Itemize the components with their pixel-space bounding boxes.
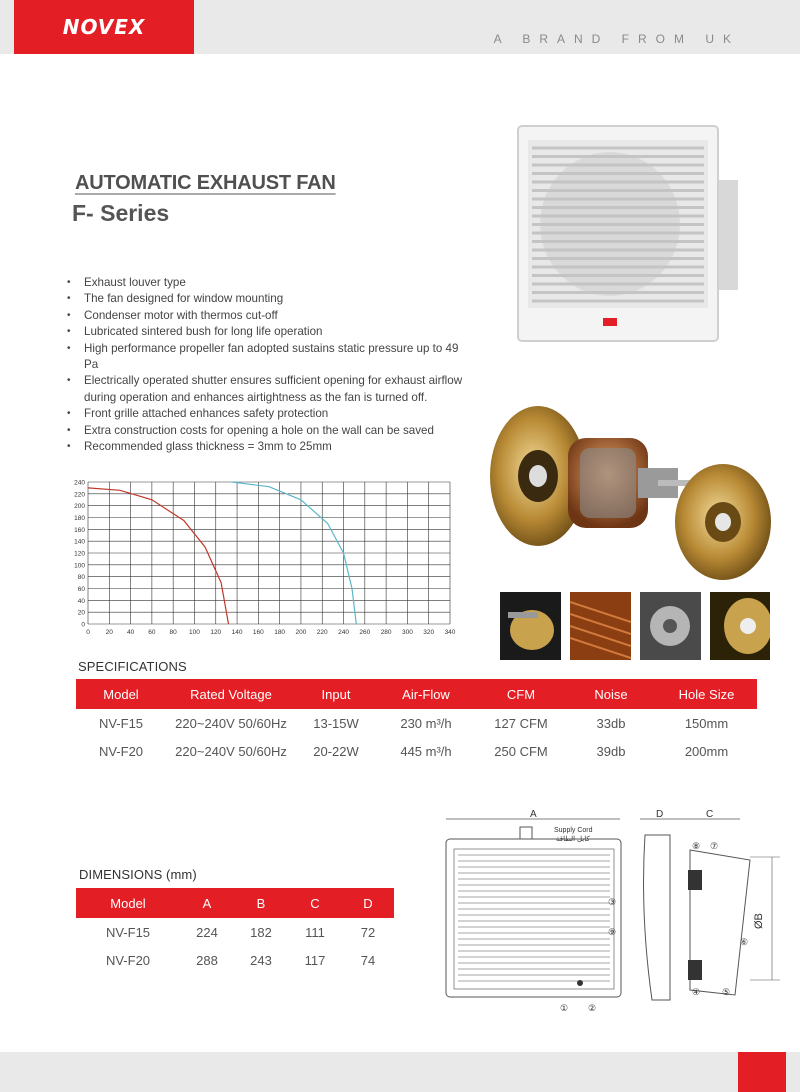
feature-item: • Recommended glass thickness = 3mm to 25mm: [66, 439, 466, 455]
x-tick-label: 300: [401, 629, 413, 636]
table-cell: 220~240V 50/60Hz: [175, 715, 287, 731]
supply-cord-label: Supply Cord: [554, 827, 593, 834]
feature-item: • High performance propeller fan adopted sustains static pressure up to 49 Pa: [66, 341, 466, 374]
column-header: Air-Flow: [376, 679, 476, 709]
table-cell: 72: [360, 924, 376, 940]
y-tick-label: 240: [74, 479, 85, 487]
table-row: [76, 946, 394, 974]
callout-3: ③: [608, 897, 617, 907]
x-tick-label: 200: [295, 629, 307, 636]
x-tick-label: 40: [126, 629, 135, 636]
feature-item: • Extra construction costs for opening a hole on the wall can be saved: [66, 423, 466, 439]
table-cell: NV-F15: [98, 715, 144, 731]
table-cell: 117: [304, 952, 326, 968]
fan-product-image: [500, 120, 750, 350]
table-cell: 39db: [596, 743, 626, 759]
thumbnail-motor-image: [500, 592, 561, 660]
column-header: C: [288, 888, 342, 918]
x-tick-label: 220: [316, 629, 328, 636]
x-tick-label: 120: [210, 629, 222, 636]
table-row: [76, 918, 394, 946]
table-row: [76, 737, 757, 765]
x-tick-label: 140: [231, 629, 243, 636]
table-cell: 230 m³/h: [400, 715, 452, 731]
feature-item: • Front grille attached enhances safety protection: [66, 406, 466, 422]
table-cell: NV-F15: [105, 924, 151, 940]
feature-list: [66, 275, 466, 455]
table-cell: NV-F20: [98, 743, 144, 759]
callout-2: ②: [588, 1003, 597, 1013]
callout-9: ⑨: [608, 927, 617, 937]
table-cell: 445 m³/h: [400, 743, 452, 759]
table-cell: 220~240V 50/60Hz: [175, 743, 287, 759]
table-row: [76, 709, 757, 737]
performance-chart: [70, 476, 460, 640]
x-tick-label: 320: [423, 629, 435, 636]
feature-item: • Lubricated sintered bush for long life operation: [66, 324, 466, 340]
callout-7: ⑦: [710, 841, 719, 851]
table-cell: NV-F20: [105, 952, 151, 968]
callout-1: ①: [560, 1003, 569, 1013]
y-tick-label: 60: [77, 586, 85, 593]
header-bar: [0, 0, 800, 54]
table-cell: 74: [360, 952, 376, 968]
x-tick-label: 100: [189, 629, 200, 636]
callout-4: ④: [692, 987, 701, 997]
feature-item: • Condenser motor with thermos cut-off: [66, 308, 466, 324]
dimensions-table: [76, 888, 394, 974]
product-series: F- Series: [72, 200, 170, 226]
table-cell: 250 CFM: [494, 743, 548, 759]
x-tick-label: 340: [444, 629, 456, 636]
table-cell: 200mm: [684, 743, 729, 759]
table-header-row: [76, 679, 757, 709]
table-cell: 13-15W: [313, 715, 359, 731]
table-cell: 288: [196, 952, 218, 968]
dimension-b-label: ØB: [753, 913, 765, 929]
brand-logo: [14, 0, 194, 54]
thumbnail-copper-coil-image: [570, 592, 631, 660]
column-header: Rated Voltage: [166, 679, 296, 709]
dimensions-title: DIMENSIONS (mm): [79, 867, 197, 882]
y-tick-label: 80: [77, 574, 85, 582]
y-tick-label: 0: [81, 621, 85, 629]
table-cell: 20-22W: [313, 743, 359, 759]
table-cell: 33db: [596, 715, 626, 731]
column-header: Hole Size: [656, 679, 757, 709]
feature-item: • Exhaust louver type: [66, 275, 466, 291]
x-tick-label: 20: [105, 629, 113, 636]
y-tick-label: 200: [74, 503, 85, 511]
table-cell: 150mm: [684, 715, 729, 731]
column-header: B: [234, 888, 288, 918]
thumbnail-bearing-image: [640, 592, 701, 660]
x-tick-label: 280: [380, 629, 392, 636]
x-tick-label: 240: [338, 629, 349, 636]
x-tick-label: 0: [86, 629, 90, 636]
footer-bar: [0, 1052, 800, 1092]
specifications-table: [76, 679, 757, 765]
y-tick-label: 20: [77, 609, 85, 617]
x-tick-label: 60: [148, 629, 156, 636]
y-tick-label: 40: [77, 597, 85, 605]
brand-tagline: A BRAND FROM UK: [493, 32, 740, 46]
callout-8: ⑧: [692, 841, 701, 851]
y-tick-label: 140: [74, 538, 85, 546]
brand-name: NOVEX: [62, 15, 146, 39]
y-tick-label: 180: [74, 515, 85, 522]
y-tick-label: 220: [74, 491, 85, 499]
product-title: AUTOMATIC EXHAUST FAN: [75, 172, 336, 194]
callout-6: ⑥: [740, 937, 749, 947]
y-tick-label: 100: [74, 562, 85, 570]
table-cell: 127 CFM: [494, 715, 548, 731]
y-tick-label: 120: [74, 550, 85, 558]
column-header: D: [342, 888, 394, 918]
table-cell: 243: [250, 952, 272, 968]
table-cell: 224: [196, 924, 218, 940]
column-header: CFM: [476, 679, 566, 709]
technical-drawing: [440, 805, 785, 1020]
footer-accent: [738, 1052, 786, 1092]
feature-item: • Electrically operated shutter ensures sufficient opening for exhaust airflow during operation and enhances airtightness as the fan is turned off.: [66, 373, 466, 406]
feature-item: • The fan designed for window mounting: [66, 291, 466, 307]
y-tick-label: 160: [74, 526, 85, 534]
table-cell: 182: [250, 924, 272, 940]
dimension-c-label: C: [706, 809, 714, 820]
dimension-a-label: A: [530, 809, 537, 820]
table-cell: 111: [305, 924, 325, 940]
motor-exploded-image: [488, 398, 780, 590]
performance-chart-svg: [70, 476, 460, 640]
column-header: Noise: [566, 679, 656, 709]
table-header-row: [76, 888, 394, 918]
column-header: A: [180, 888, 234, 918]
callout-5: ⑤: [722, 987, 731, 997]
column-header: Input: [296, 679, 376, 709]
supply-cord-arabic-label: كابل الطاقة: [556, 836, 590, 843]
thumbnail-housing-image: [710, 592, 770, 660]
x-tick-label: 160: [252, 629, 264, 636]
dimension-d-label: D: [656, 809, 664, 820]
x-tick-label: 260: [359, 629, 371, 636]
x-tick-label: 180: [274, 629, 286, 636]
column-header: Model: [76, 888, 180, 918]
x-tick-label: 80: [169, 629, 177, 636]
specifications-title: SPECIFICATIONS: [78, 659, 187, 674]
column-header: Model: [76, 679, 166, 709]
